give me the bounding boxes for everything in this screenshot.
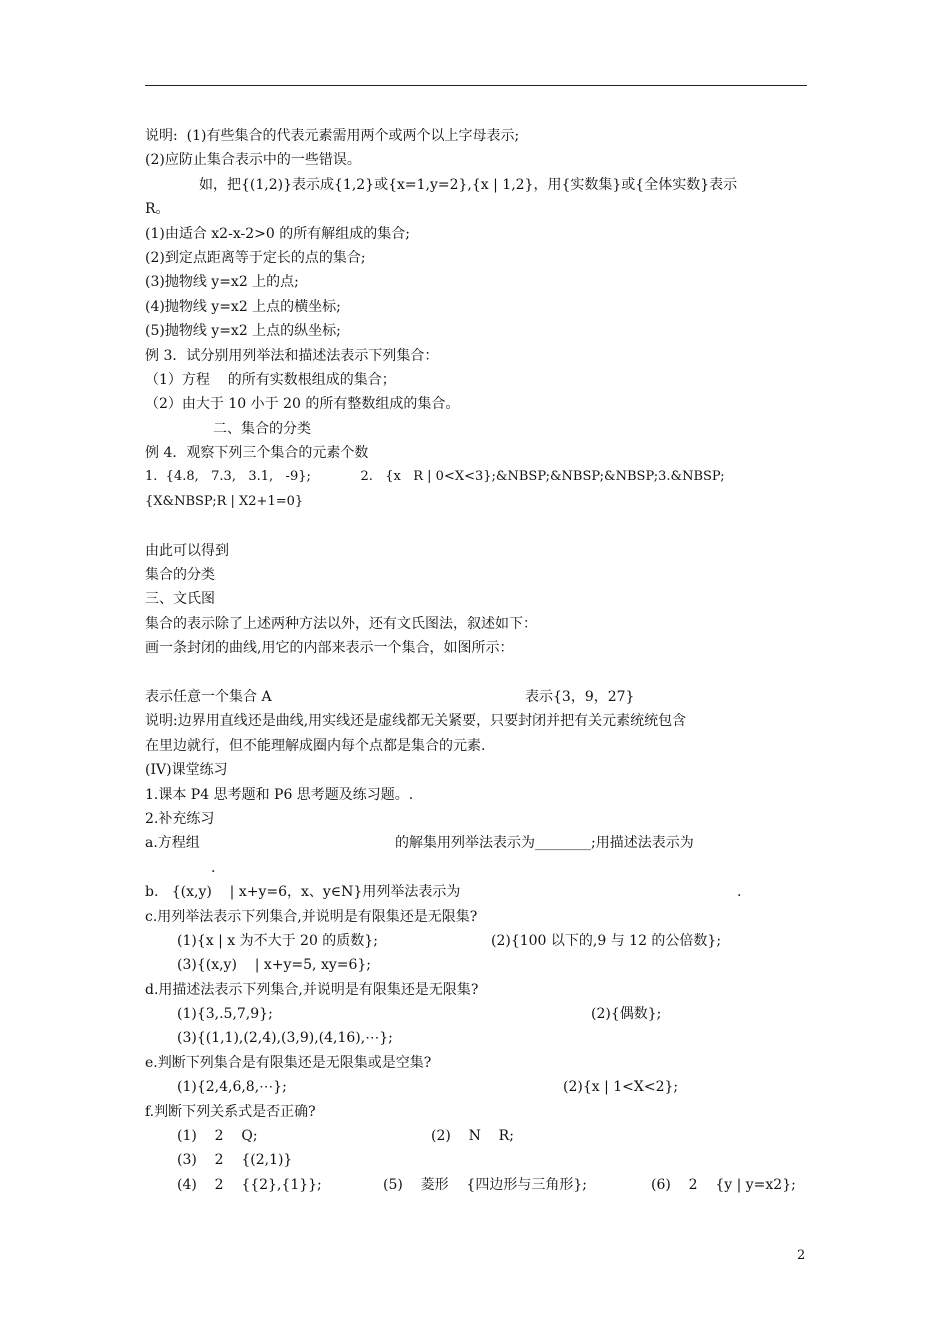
text-line: (3){(x,y) | x+y=5, xy=6}; bbox=[177, 957, 372, 974]
exercise-c-row1 bbox=[145, 929, 815, 953]
text-line: (3)抛物线 y=x2 上的点; bbox=[145, 274, 299, 291]
text-line: . bbox=[211, 859, 216, 876]
exercise-c-item2: (2){100 以下的,9 与 12 的公倍数}; bbox=[491, 932, 722, 949]
text-line: 由此可以得到 bbox=[145, 542, 229, 559]
text-line: 2.补充练习 bbox=[145, 810, 215, 827]
example-heading: 例 4．观察下列三个集合的元素个数 bbox=[145, 445, 369, 462]
exercise-f-item2: (2) N R; bbox=[431, 1128, 514, 1145]
exercise-f-item5: (5) 菱形 {四边形与三角形}; bbox=[383, 1176, 587, 1193]
exercise-f-row3 bbox=[145, 1173, 815, 1197]
text-line: f.判断下列关系式是否正确? bbox=[145, 1103, 316, 1120]
text-line: (4)抛物线 y=x2 上点的横坐标; bbox=[145, 298, 341, 315]
section-heading: (IV)课堂练习 bbox=[145, 762, 228, 779]
text-line: 1. {4.8, 7.3, 3.1, -9}; 2. {x R | 0<X<3};&NBSP;&NBSP;&NBSP;3.&NBSP; bbox=[145, 469, 725, 485]
exercise-e-item2: (2){x | 1<X<2}; bbox=[563, 1079, 679, 1096]
exercise-b-end: . bbox=[737, 884, 742, 901]
venn-caption-row bbox=[145, 685, 815, 709]
text-line: (1)由适合 x2-x-2>0 的所有解组成的集合; bbox=[145, 225, 410, 242]
text-line: e.判断下列集合是有限集还是无限集或是空集? bbox=[145, 1054, 432, 1071]
header-rule bbox=[145, 85, 807, 86]
exercise-f-item6: (6) 2 {y | y=x2}; bbox=[651, 1176, 796, 1193]
text-line: (3){(1,1),(2,4),(3,9),(4,16),⋯}; bbox=[177, 1030, 393, 1047]
exercise-a-row bbox=[145, 831, 815, 855]
text-line: 如，把{(1,2)}表示成{1,2}或{x=1,y=2},{x | 1,2}，用{实数集}或{全体实数}表示 bbox=[199, 176, 738, 193]
text-line: 说明: (1)有些集合的代表元素需用两个或两个以上字母表示; bbox=[145, 128, 520, 144]
section-heading: 三、文氏图 bbox=[145, 591, 215, 608]
example-heading: 例 3．试分别用列举法和描述法表示下列集合： bbox=[145, 347, 439, 364]
text-line: 1.课本 P4 思考题和 P6 思考题及练习题。. bbox=[145, 786, 414, 803]
exercise-e-row1 bbox=[145, 1075, 815, 1099]
exercise-d-row1 bbox=[145, 1002, 815, 1026]
page-number: 2 bbox=[797, 1248, 806, 1263]
exercise-b-text: b. {(x,y) | x+y=6，x、y∈N}用列举法表示为 bbox=[145, 884, 461, 901]
text-line: 集合的表示除了上述两种方法以外，还有文氏图法，叙述如下： bbox=[145, 615, 537, 632]
text-line: （2）由大于 10 小于 20 的所有整数组成的集合。 bbox=[145, 396, 460, 413]
text-line: 画一条封闭的曲线,用它的内部来表示一个集合，如图所示： bbox=[145, 640, 514, 657]
exercise-f-item4: (4) 2 {{2},{1}}; bbox=[177, 1176, 322, 1193]
exercise-b-row bbox=[145, 880, 815, 904]
text-line: R。 bbox=[145, 201, 170, 218]
text-line: (2)应防止集合表示中的一些错误。 bbox=[145, 152, 361, 169]
exercise-f-item1: (1) 2 Q; bbox=[177, 1128, 258, 1145]
text-line: (3) 2 {(2,1)} bbox=[177, 1152, 293, 1169]
exercise-f-row1 bbox=[145, 1124, 815, 1148]
text-line: (2)到定点距离等于定长的点的集合; bbox=[145, 249, 366, 266]
text-line: 说明:边界用直线还是曲线,用实线还是虚线都无关紧要，只要封闭并把有关元素统统包含 bbox=[145, 713, 687, 730]
exercise-d-item1: (1){3,.5,7,9}; bbox=[177, 1006, 273, 1023]
venn-caption-right: 表示{3，9，27} bbox=[525, 688, 635, 705]
exercise-a-label: a.方程组 bbox=[145, 835, 200, 852]
exercise-d-item2: (2){偶数}; bbox=[591, 1006, 662, 1023]
venn-caption-left: 表示任意一个集合 A bbox=[145, 688, 272, 705]
document-body bbox=[145, 124, 815, 1197]
text-line: (5)抛物线 y=x2 上点的纵坐标; bbox=[145, 323, 341, 340]
exercise-c-item1: (1){x | x 为不大于 20 的质数}; bbox=[177, 932, 378, 949]
text-line: c.用列举法表示下列集合,并说明是有限集还是无限集? bbox=[145, 908, 478, 925]
exercise-a-text: 的解集用列举法表示为________;用描述法表示为 bbox=[395, 835, 694, 852]
text-line: 集合的分类 bbox=[145, 567, 215, 584]
text-line: d.用描述法表示下列集合,并说明是有限集还是无限集? bbox=[145, 981, 479, 998]
text-line: {X&NBSP;R | X2+1=0} bbox=[145, 493, 304, 509]
text-line: （1）方程 的所有实数根组成的集合； bbox=[145, 371, 396, 388]
text-line: 在里边就行，但不能理解成圈内每个点都是集合的元素. bbox=[145, 737, 486, 754]
section-heading: 二、集合的分类 bbox=[213, 420, 311, 437]
exercise-e-item1: (1){2,4,6,8,⋯}; bbox=[177, 1079, 287, 1096]
